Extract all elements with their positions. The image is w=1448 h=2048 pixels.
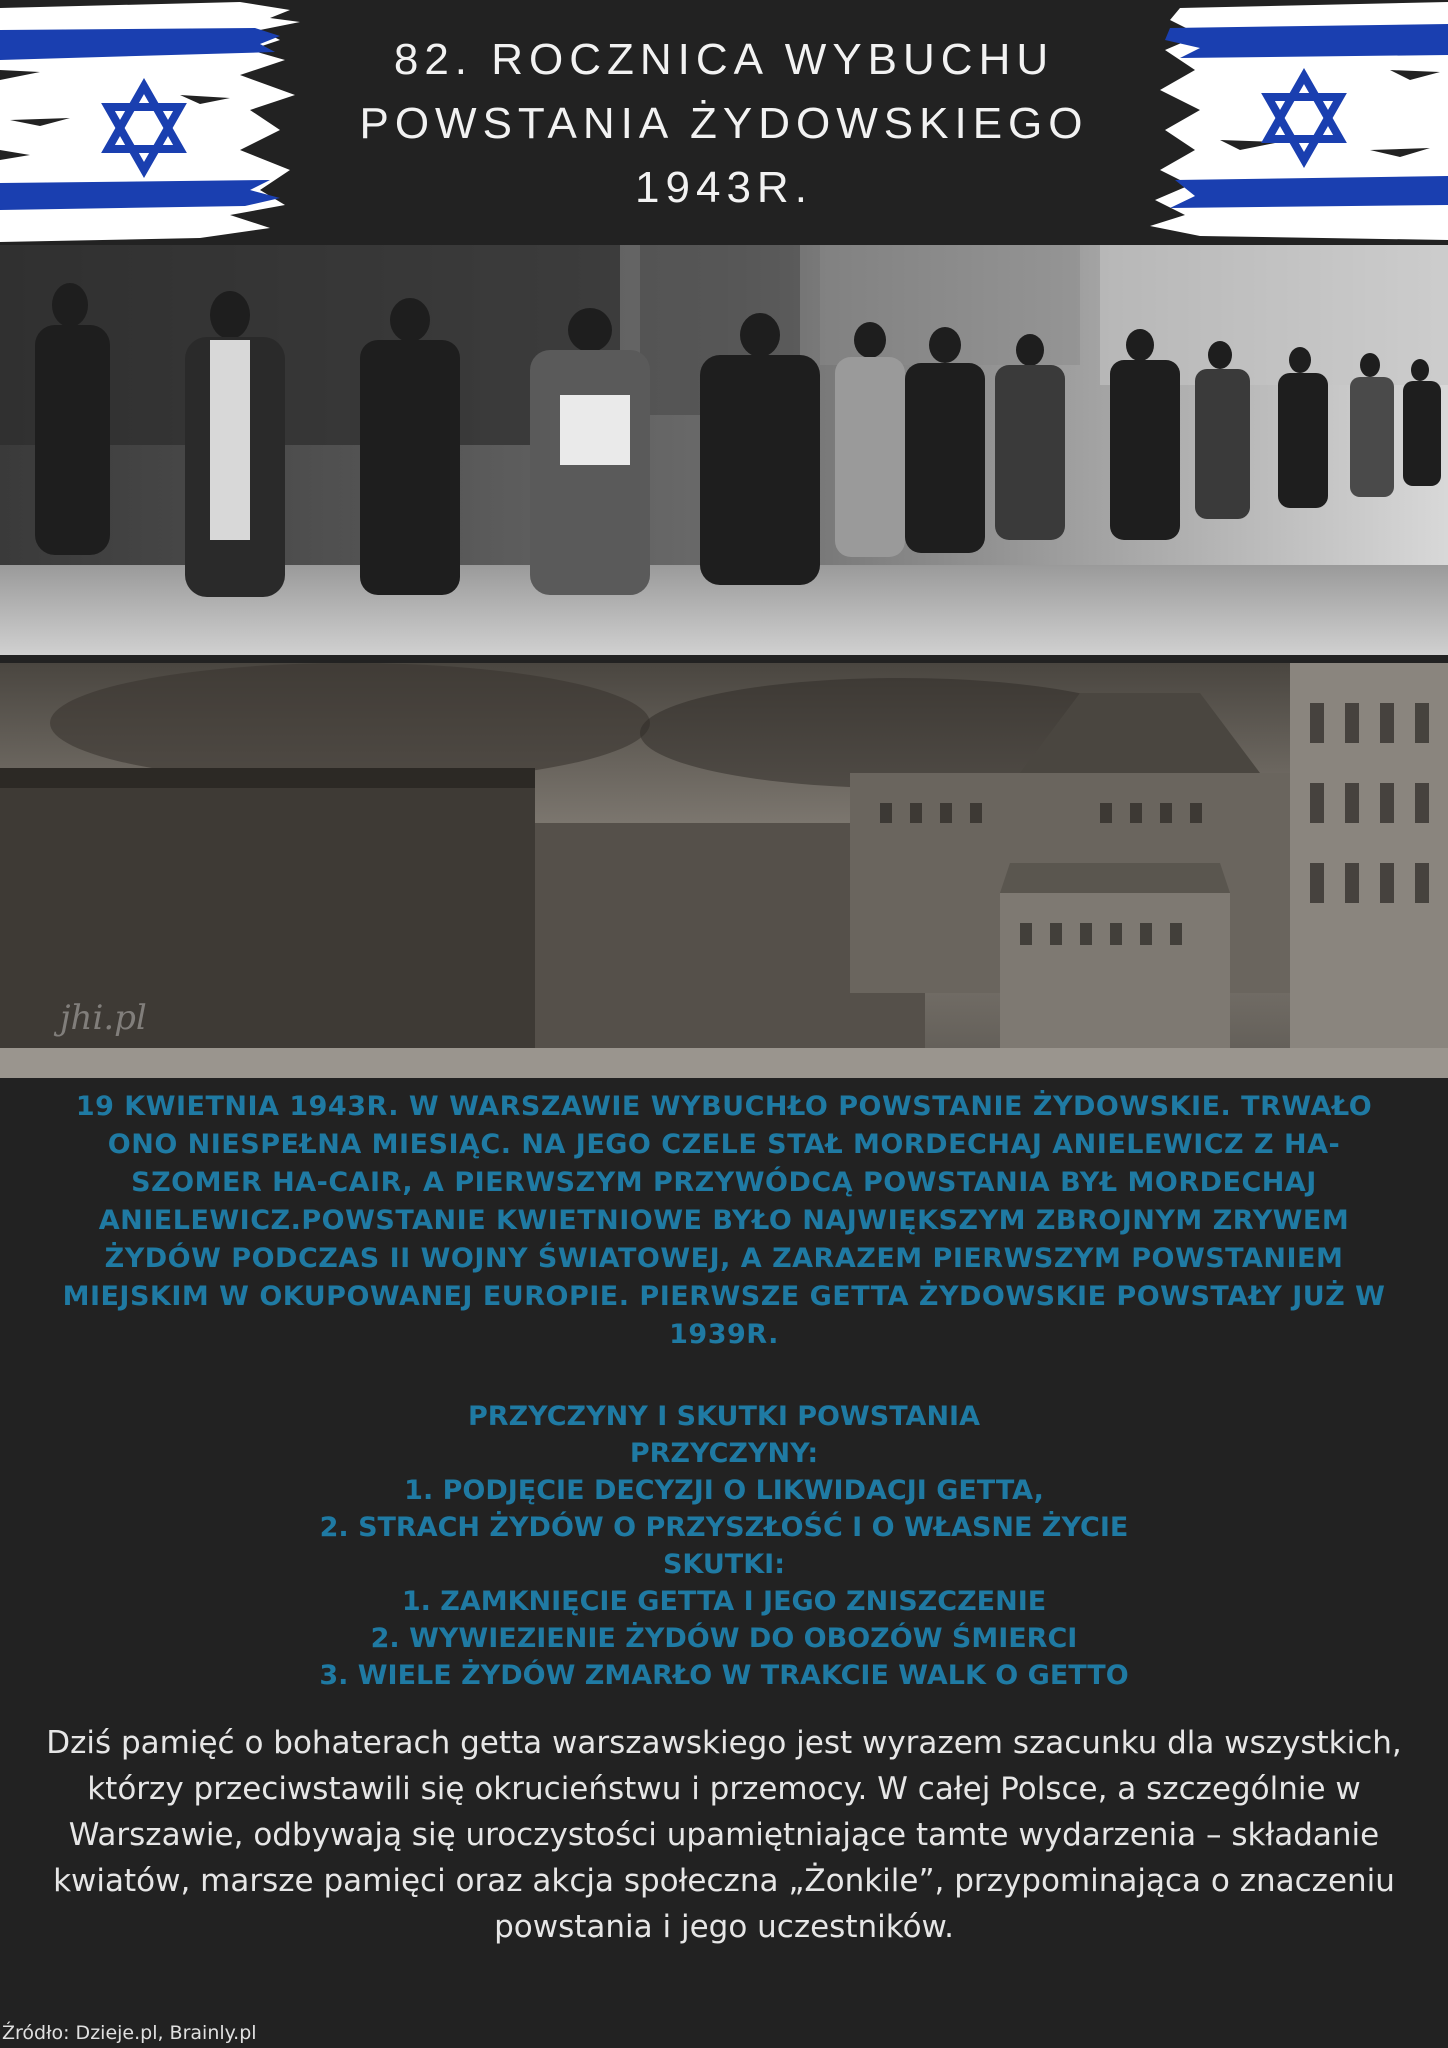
header [0,0,1448,245]
page-title [340,28,1108,220]
israel-flag-left [0,0,300,245]
cause-item: 1. PODJĘCIE DECYZJI O LIKWIDACJI GETTA, [404,1475,1044,1506]
causes-and-effects [100,1398,1348,1694]
causes-heading: PRZYCZYNY I SKUTKI POWSTANIA [467,1401,980,1432]
effect-item: 3. WIELE ŻYDÓW ZMARŁO W TRAKCIE WALK O GETTO [319,1660,1129,1691]
info-section [0,1078,1448,2048]
title-line-3: 1943R. [635,163,813,212]
title-line-2: POWSTANIA ŻYDOWSKIEGO [359,99,1089,148]
memory-paragraph: Dziś pamięć o bohaterach getta warszawskiego jest wyrazem szacunku dla wszystkich, którzy przeciwstawili się okrucieństwu i przemocy. W całej Polsce, a szczególnie w Warszawie, odbywają się uroczystości upamiętniające tamte wydarzenia – składanie kwiatów, marsze pamięci oraz akcja społeczna „Żonkile”, przypominająca o znaczeniu powstania i jego uczestników. [46,1725,1402,1945]
title-line-1: 82. ROCZNICA WYBUCHU [393,35,1055,84]
effects-label: SKUTKI: [662,1549,785,1580]
photo-procession [0,245,1448,655]
cause-item: 2. STRACH ŻYDÓW O PRZYSZŁOŚĆ I O WŁASNE ŻYCIE [319,1512,1129,1543]
causes-label: PRZYCZYNY: [629,1438,819,1469]
photo-ghetto-buildings [0,663,1448,1078]
source-credit: Źródło: Dzieje.pl, Brainly.pl [2,2022,257,2044]
history-paragraph: 19 KWIETNIA 1943R. W WARSZAWIE WYBUCHŁO POWSTANIE ŻYDOWSKIE. TRWAŁO ONO NIESPEŁNA MIESIĄC. NA JEGO CZELE STAŁ MORDECHAJ ANIELEWICZ Z HA-SZOMER HA-CAIR, A PIERWSZYM PRZYWÓDCĄ POWSTANIA BYŁ MORDECHAJ ANIELEWICZ.POWSTANIE KWIETNIOWE BYŁO NAJWIĘKSZYM ZBROJNYM ZRYWEM ŻYDÓW PODCZAS II WOJNY ŚWIATOWEJ, A ZARAZEM PIERWSZYM POWSTANIEM MIEJSKIM W OKUPOWANEJ EUROPIE. PIERWSZE GETTA ŻYDOWSKIE POWSTAŁY JUŻ W 1939R. [62,1091,1386,1350]
effect-item: 1. ZAMKNIĘCIE GETTA I JEGO ZNISZCZENIE [401,1586,1047,1617]
effect-item: 2. WYWIEZIENIE ŻYDÓW DO OBOZÓW ŚMIERCI [370,1623,1078,1654]
photo-watermark: jhi.pl [60,998,147,1038]
israel-flag-right [1140,0,1448,245]
